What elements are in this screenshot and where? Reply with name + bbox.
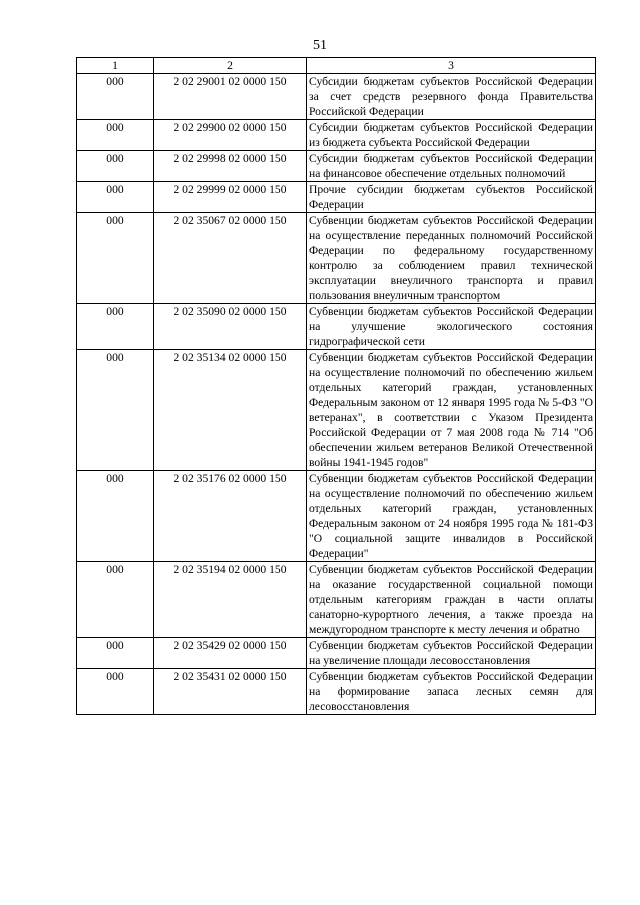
table-row — [77, 304, 596, 350]
revenue-name-cell: Субсидии бюджетам субъектов Российской Федерации за счет средств резервного фонда Правительства Российской Федерации — [307, 74, 596, 120]
admin-code-cell: 000 — [77, 562, 154, 638]
classification-code-cell: 2 02 35431 02 0000 150 — [154, 669, 307, 715]
classification-code-cell: 2 02 35067 02 0000 150 — [154, 213, 307, 304]
classification-code-cell: 2 02 35194 02 0000 150 — [154, 562, 307, 638]
revenue-name-cell: Субсидии бюджетам субъектов Российской Федерации на финансовое обеспечение отдельных полномочий — [307, 151, 596, 182]
table-row — [77, 151, 596, 182]
revenue-name-cell: Субвенции бюджетам субъектов Российской Федерации на формирование запаса лесных семян для лесовосстановления — [307, 669, 596, 715]
classification-code-cell: 2 02 35176 02 0000 150 — [154, 471, 307, 562]
table-row — [77, 638, 596, 669]
classification-code-cell: 2 02 35134 02 0000 150 — [154, 350, 307, 471]
revenue-name-cell: Субсидии бюджетам субъектов Российской Федерации из бюджета субъекта Российской Федерации — [307, 120, 596, 151]
admin-code-cell: 000 — [77, 669, 154, 715]
revenue-name-cell: Субвенции бюджетам субъектов Российской Федерации на увеличение площади лесовосстановления — [307, 638, 596, 669]
revenue-name-cell: Прочие субсидии бюджетам субъектов Российской Федерации — [307, 182, 596, 213]
admin-code-cell: 000 — [77, 151, 154, 182]
classification-code-cell: 2 02 35090 02 0000 150 — [154, 304, 307, 350]
column-header-2: 2 — [154, 58, 307, 74]
classification-code-cell: 2 02 29900 02 0000 150 — [154, 120, 307, 151]
budget-codes-table — [76, 57, 596, 715]
classification-code-cell: 2 02 35429 02 0000 150 — [154, 638, 307, 669]
table-row — [77, 120, 596, 151]
admin-code-cell: 000 — [77, 350, 154, 471]
table-row — [77, 562, 596, 638]
table-row — [77, 669, 596, 715]
revenue-name-cell: Субвенции бюджетам субъектов Российской Федерации на осуществление переданных полномочий Российской Федерации по федеральному государственному контролю за соблюдением правил технической эксплуатации внеуличного транспорта и правил пользования внеуличным транспортом — [307, 213, 596, 304]
table-row — [77, 471, 596, 562]
column-header-1: 1 — [77, 58, 154, 74]
revenue-name-cell: Субвенции бюджетам субъектов Российской Федерации на оказание государственной социальной помощи отдельным категориям граждан в части оплаты санаторно-курортного лечения, а также проезда на междугородном транспорте к месту лечения и обратно — [307, 562, 596, 638]
admin-code-cell: 000 — [77, 213, 154, 304]
page-number: 51 — [313, 38, 327, 53]
admin-code-cell: 000 — [77, 638, 154, 669]
revenue-name-cell: Субвенции бюджетам субъектов Российской Федерации на улучшение экологического состояния гидрографической сети — [307, 304, 596, 350]
revenue-name-cell: Субвенции бюджетам субъектов Российской Федерации на осуществление полномочий по обеспечению жильем отдельных категорий граждан, установленных Федеральным законом от 24 ноября 1995 года № 181-ФЗ "О социальной защите инвалидов в Российской Федерации" — [307, 471, 596, 562]
admin-code-cell: 000 — [77, 182, 154, 213]
table-row — [77, 182, 596, 213]
table-row — [77, 350, 596, 471]
classification-code-cell: 2 02 29001 02 0000 150 — [154, 74, 307, 120]
admin-code-cell: 000 — [77, 74, 154, 120]
table-row — [77, 74, 596, 120]
table-row — [77, 213, 596, 304]
classification-code-cell: 2 02 29998 02 0000 150 — [154, 151, 307, 182]
column-header-3: 3 — [307, 58, 596, 74]
classification-code-cell: 2 02 29999 02 0000 150 — [154, 182, 307, 213]
revenue-name-cell: Субвенции бюджетам субъектов Российской Федерации на осуществление полномочий по обеспечению жильем отдельных категорий граждан, установленных Федеральным законом от 12 января 1995 года № 5-ФЗ "О ветеранах", в соответствии с Указом Президента Российской Федерации от 7 мая 2008 года № 714 "Об обеспечении жильем ветеранов Великой Отечественной войны 1941-1945 годов" — [307, 350, 596, 471]
admin-code-cell: 000 — [77, 120, 154, 151]
admin-code-cell: 000 — [77, 304, 154, 350]
admin-code-cell: 000 — [77, 471, 154, 562]
table-header-row — [77, 58, 596, 74]
